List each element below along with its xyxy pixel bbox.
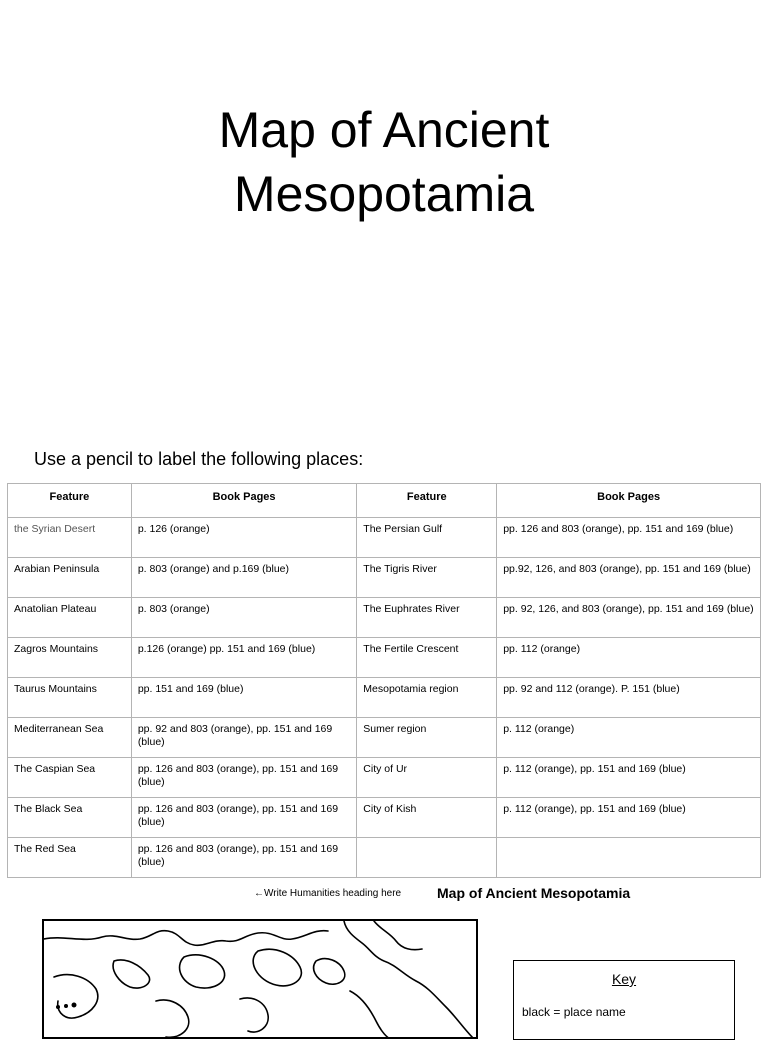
table-cell: The Fertile Crescent <box>357 638 497 678</box>
table-row <box>8 758 761 798</box>
instruction-text: Use a pencil to label the following places: <box>34 449 364 469</box>
table-row <box>8 838 761 878</box>
map-key <box>513 960 735 1040</box>
table-cell: pp. 126 and 803 (orange), pp. 151 and 169 (blue) <box>497 518 761 558</box>
table-cell: pp. 126 and 803 (orange), pp. 151 and 169 (blue) <box>131 838 356 878</box>
table-cell: City of Ur <box>357 758 497 798</box>
key-title: Key <box>611 971 637 987</box>
features-table <box>7 483 761 878</box>
table-cell: p.126 (orange) pp. 151 and 169 (blue) <box>131 638 356 678</box>
table-cell: The Black Sea <box>8 798 132 838</box>
header-book-pages-1: Book Pages <box>131 484 356 518</box>
table-cell: Sumer region <box>357 718 497 758</box>
header-book-pages-2: Book Pages <box>497 484 761 518</box>
header-feature-1: Feature <box>8 484 132 518</box>
table-header-row <box>8 484 761 518</box>
table-cell: p. 126 (orange) <box>131 518 356 558</box>
table-cell <box>497 838 761 878</box>
table-cell: Anatolian Plateau <box>8 598 132 638</box>
key-item: black = place name <box>522 1005 626 1019</box>
table-cell: p. 803 (orange) <box>131 598 356 638</box>
table-cell: Mediterranean Sea <box>8 718 132 758</box>
title-line-2: Mesopotamia <box>233 166 535 222</box>
table-cell: pp. 126 and 803 (orange), pp. 151 and 169 (blue) <box>131 758 356 798</box>
table-cell: Arabian Peninsula <box>8 558 132 598</box>
table-cell: p. 112 (orange), pp. 151 and 169 (blue) <box>497 798 761 838</box>
table-row <box>8 518 761 558</box>
table-cell: p. 803 (orange) and p.169 (blue) <box>131 558 356 598</box>
title-line-1: Map of Ancient <box>218 102 550 158</box>
table-cell: pp. 92 and 803 (orange), pp. 151 and 169 (blue) <box>131 718 356 758</box>
table-cell: The Persian Gulf <box>357 518 497 558</box>
map-outline-drawing <box>44 921 478 1039</box>
outline-map <box>42 919 478 1039</box>
table-cell: City of Kish <box>357 798 497 838</box>
table-cell: p. 112 (orange), pp. 151 and 169 (blue) <box>497 758 761 798</box>
table-row <box>8 598 761 638</box>
table-row <box>8 798 761 838</box>
table-cell: pp. 112 (orange) <box>497 638 761 678</box>
table-row <box>8 678 761 718</box>
table-cell: pp. 151 and 169 (blue) <box>131 678 356 718</box>
table-cell: the Syrian Desert <box>8 518 132 558</box>
table-cell: The Tigris River <box>357 558 497 598</box>
table-row <box>8 638 761 678</box>
table-cell: The Caspian Sea <box>8 758 132 798</box>
table-cell: pp. 126 and 803 (orange), pp. 151 and 169 (blue) <box>131 798 356 838</box>
table-row <box>8 558 761 598</box>
table-cell: Zagros Mountains <box>8 638 132 678</box>
table-cell: Mesopotamia region <box>357 678 497 718</box>
table-cell: pp. 92 and 112 (orange). P. 151 (blue) <box>497 678 761 718</box>
map-title: Map of Ancient Mesopotamia <box>437 885 631 901</box>
table-cell: The Euphrates River <box>357 598 497 638</box>
table-cell: pp. 92, 126, and 803 (orange), pp. 151 and 169 (blue) <box>497 598 761 638</box>
heading-note: ←Write Humanities heading here <box>254 888 402 899</box>
table-row <box>8 718 761 758</box>
table-cell <box>357 838 497 878</box>
table-cell: Taurus Mountains <box>8 678 132 718</box>
table-cell: The Red Sea <box>8 838 132 878</box>
table-cell: p. 112 (orange) <box>497 718 761 758</box>
table-cell: pp.92, 126, and 803 (orange), pp. 151 and 169 (blue) <box>497 558 761 598</box>
page-title <box>0 98 768 226</box>
header-feature-2: Feature <box>357 484 497 518</box>
